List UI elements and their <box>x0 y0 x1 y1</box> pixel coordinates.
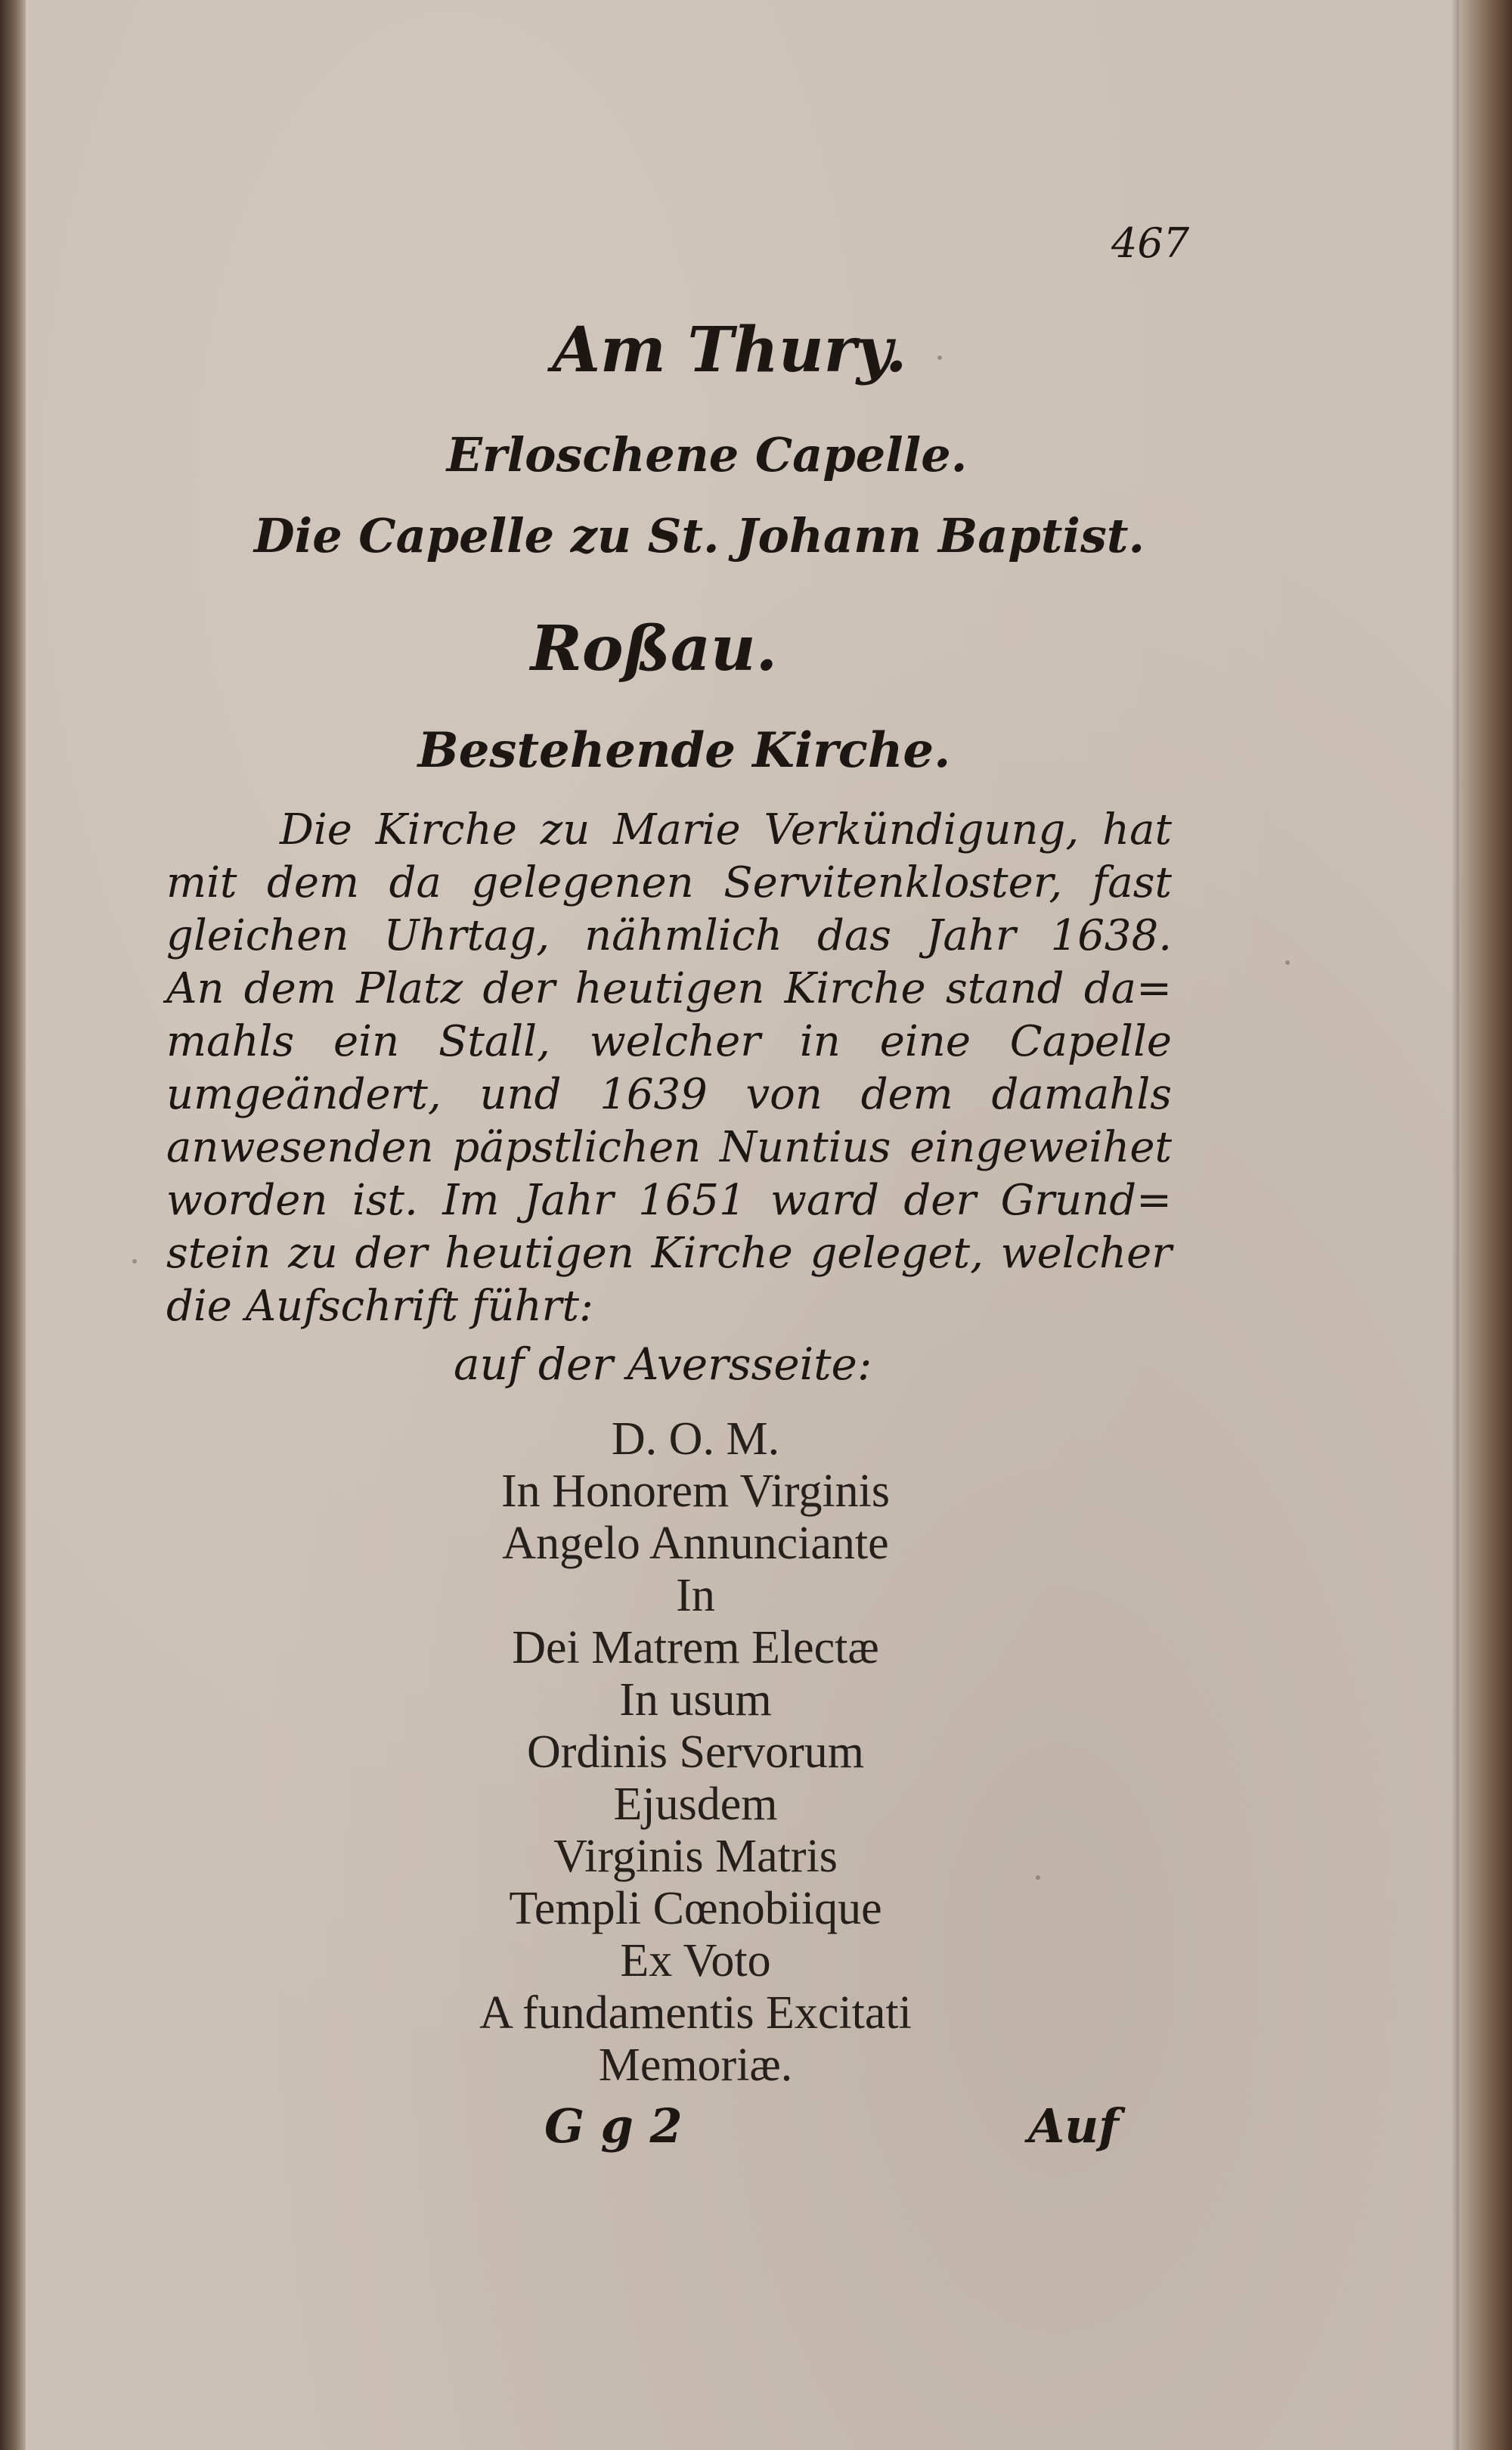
inscription-label: auf der Aversseite: <box>454 1338 872 1390</box>
heading-am-thury: Am Thury. <box>552 314 907 386</box>
inscription-line: In usum <box>619 1674 772 1726</box>
paper-speck <box>132 1259 137 1264</box>
body-line: gleichen Uhrtag, nähmlich das Jahr 1638. <box>166 911 1172 960</box>
inscription-line: In Honorem Virginis <box>500 1465 891 1517</box>
subheading-erloschene-capelle: Erloschene Capelle. <box>446 427 968 482</box>
inscription-line: Ordinis Servorum <box>526 1726 865 1778</box>
page-number: 467 <box>1111 219 1190 267</box>
body-line: Die Kirche zu Marie Verkündigung, hat <box>280 805 1172 854</box>
inscription-line: Memoriæ. <box>598 2039 793 2091</box>
paper-speck <box>1285 960 1290 965</box>
body-line: stein zu der heutigen Kirche geleget, welcher <box>166 1229 1172 1278</box>
inscription-line: Ejusdem <box>613 1779 778 1830</box>
book-fore-edge <box>1459 0 1512 2450</box>
body-line: worden ist. Im Jahr 1651 ward der Grund= <box>166 1176 1172 1225</box>
inscription-line: In <box>676 1570 715 1621</box>
catchword: Auf <box>1028 2098 1119 2154</box>
inscription-line: Virginis Matris <box>553 1831 838 1882</box>
body-line: umgeändert, und 1639 von dem damahls <box>166 1070 1172 1119</box>
inscription-line: Ex Voto <box>620 1935 771 1986</box>
body-line: mit dem da gelegenen Servitenkloster, fast <box>166 858 1172 907</box>
inscription-line: D. O. M. <box>611 1413 780 1465</box>
paper-speck <box>937 355 942 360</box>
inscription-line: Dei Matrem Electæ <box>512 1622 879 1673</box>
inscription-line: Angelo Annunciante <box>502 1518 889 1569</box>
inscription-line: A fundamentis Excitati <box>479 1987 912 2039</box>
body-line: die Aufschrift führt: <box>166 1282 593 1331</box>
paper-speck <box>1036 1875 1040 1880</box>
body-line: mahls ein Stall, welcher in eine Capelle <box>166 1017 1172 1066</box>
subheading-bestehende-kirche: Bestehende Kirche. <box>417 722 951 779</box>
detail-capelle-johann-baptist: Die Capelle zu St. Johann Baptist. <box>253 508 1145 563</box>
body-line: An dem Platz der heutigen Kirche stand da= <box>166 964 1172 1013</box>
heading-rossau: Roßau. <box>530 612 778 685</box>
signature-mark: G g 2 <box>544 2098 683 2154</box>
inscription-line: Templi Cœnobiique <box>509 1883 882 1934</box>
body-line: anwesenden päpstlichen Nuntius eingeweihet <box>166 1123 1172 1172</box>
